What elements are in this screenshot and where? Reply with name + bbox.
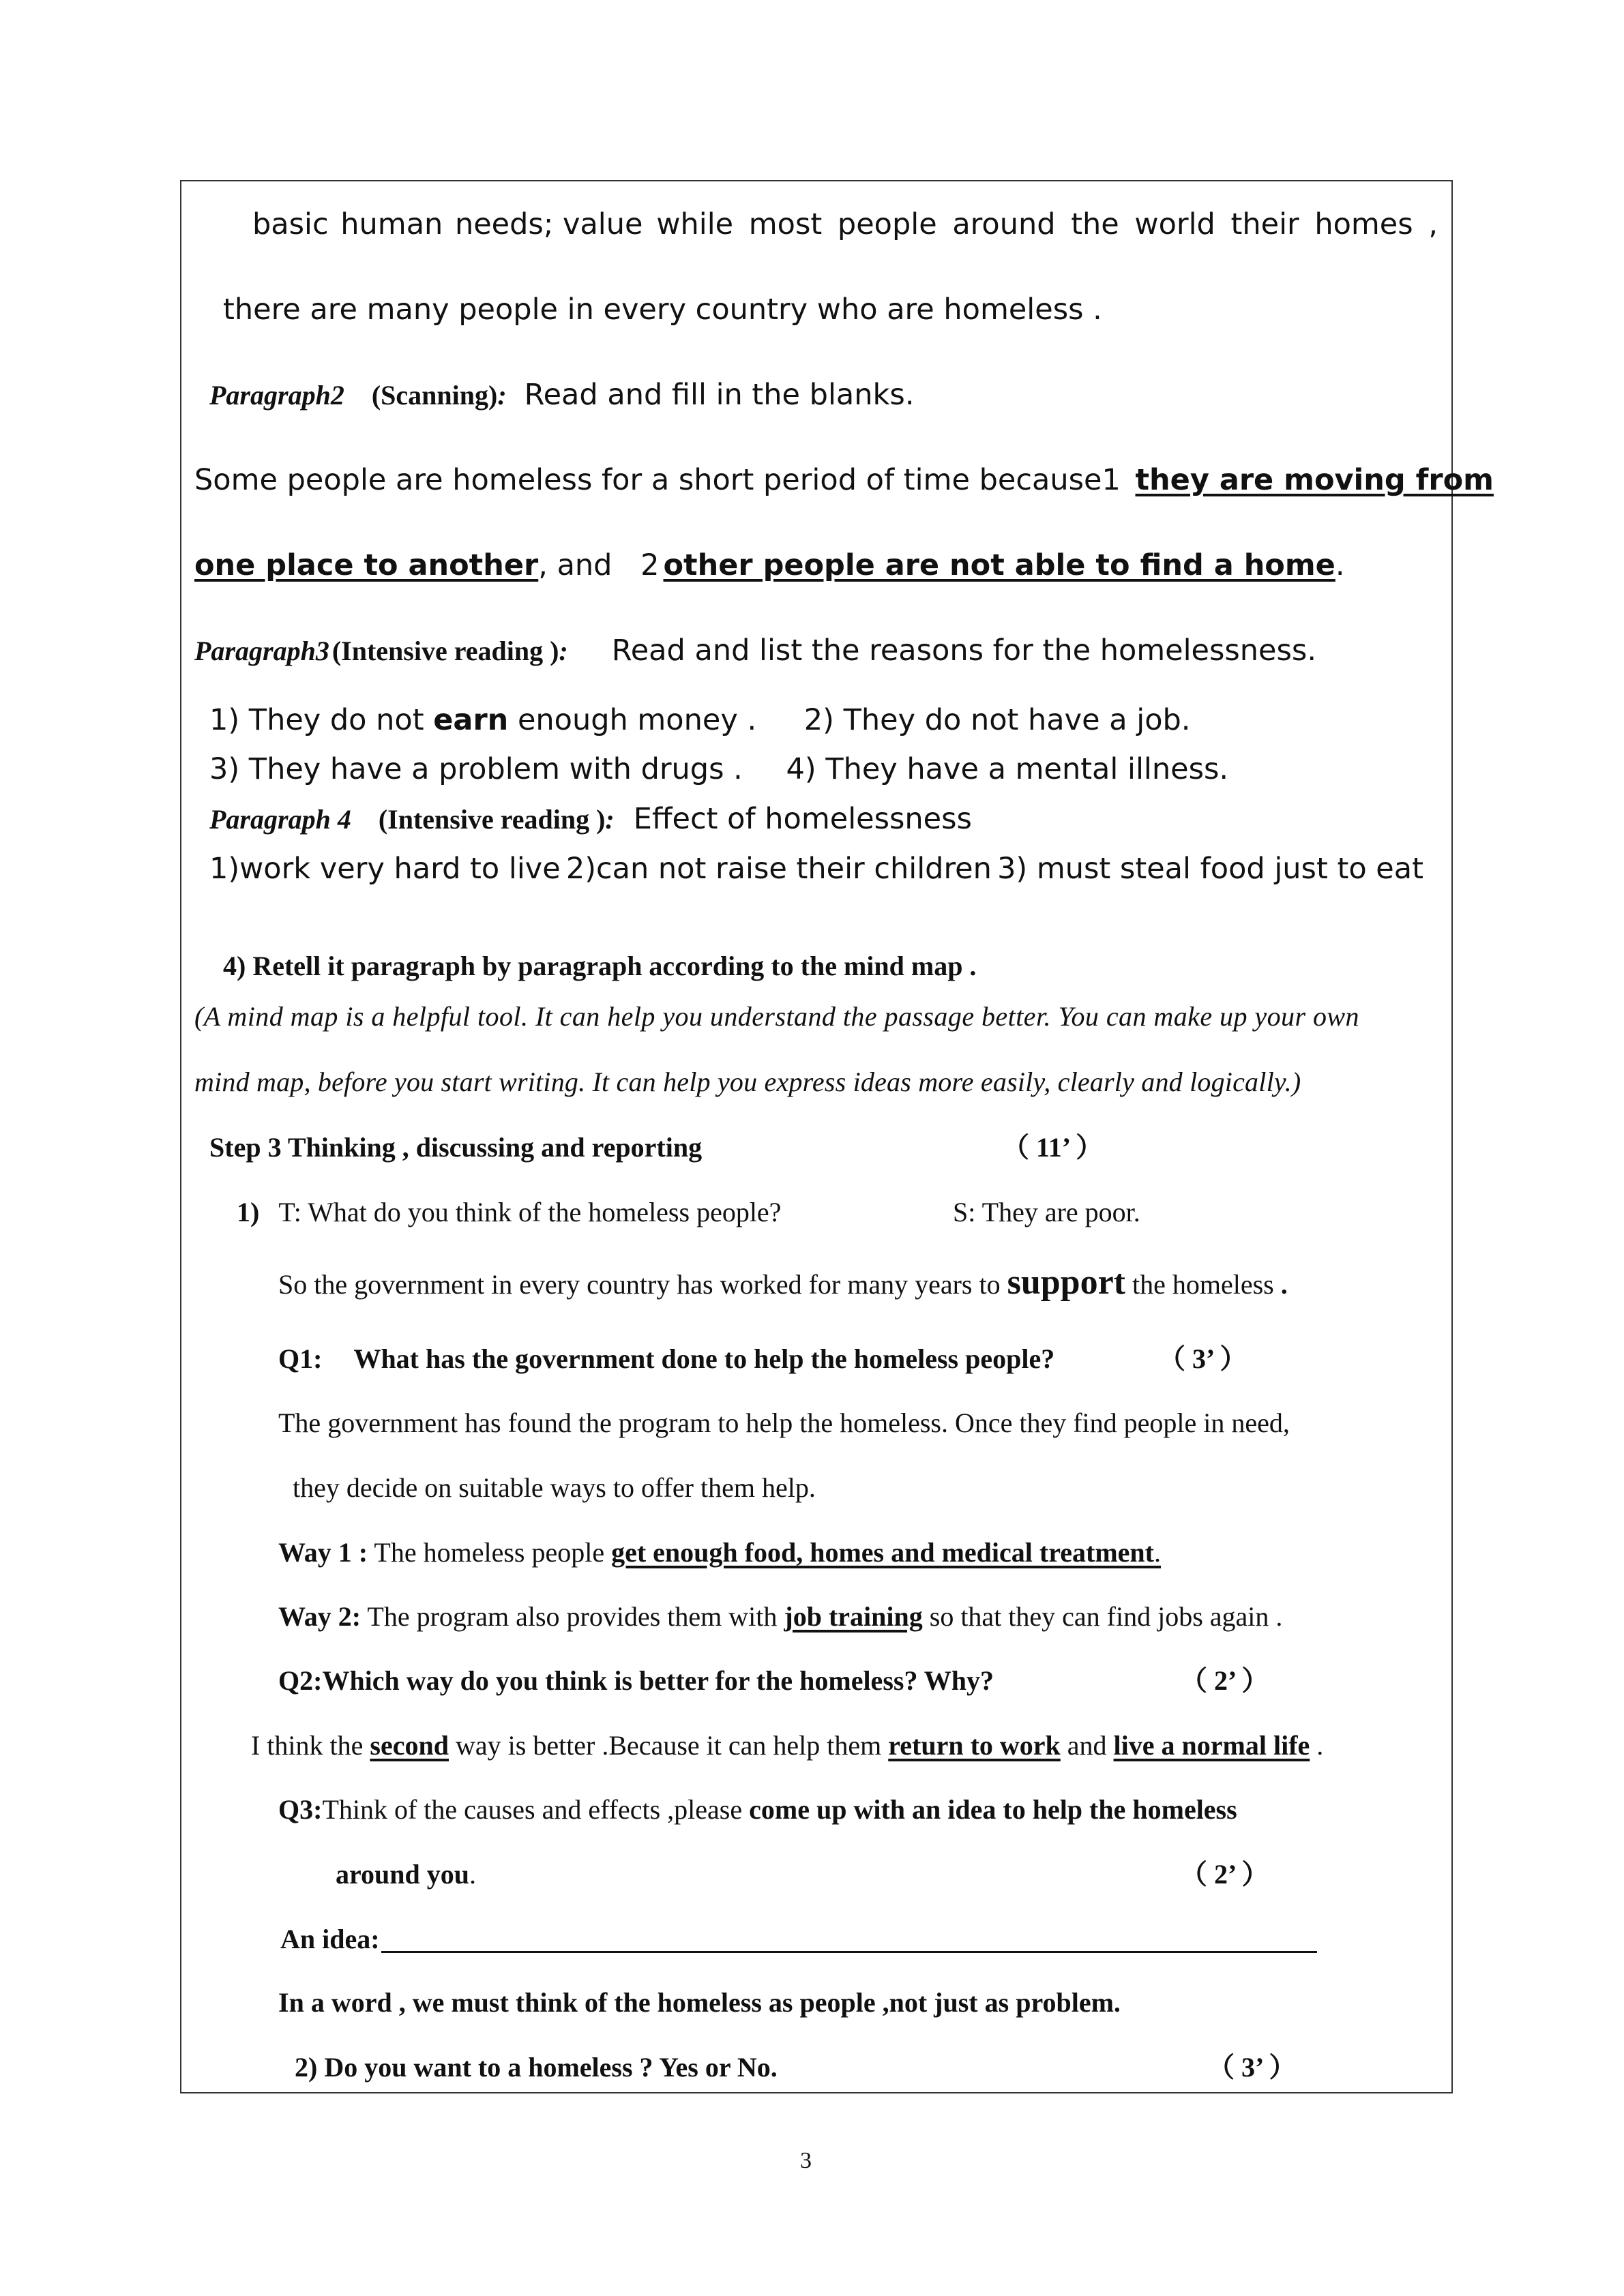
q2-label: Q2:: [278, 1665, 323, 1696]
paragraph3-task: Read and list the reasons for the homelessness.: [611, 633, 1316, 668]
reason-4: 4) They have a mental illness.: [786, 752, 1229, 786]
q3-period: .: [469, 1859, 477, 1890]
answer-2-period: .: [1335, 548, 1345, 582]
mindmap-note-line-1: (A mind map is a helpful tool. It can help you understand the passage better. You can make up your own: [194, 1001, 1359, 1032]
intro-line-1: [252, 207, 1438, 241]
way-2-label: Way 2:: [278, 1601, 361, 1632]
effect-2: 2)can not raise their children: [565, 852, 992, 886]
q2-answer-and: and: [1067, 1730, 1107, 1761]
q1-answer-line-1: The government has found the program to help the homeless. Once they find people in need,: [278, 1407, 1290, 1438]
support-sentence-end: the homeless: [1132, 1269, 1274, 1300]
idea-answer-blank[interactable]: [381, 1925, 1317, 1953]
way-2-answer: job training: [784, 1601, 923, 1632]
q2-score: （ 2’ ）: [1180, 1665, 1269, 1696]
way-1-start: The homeless people: [374, 1537, 605, 1568]
paragraph4-colon: :: [605, 804, 615, 835]
q3-start: Think of the causes and effects ,please: [322, 1794, 743, 1825]
mindmap-note-line-2: mind map, before you start writing. It can help you express ideas more easily, clearly and logically.): [194, 1067, 1301, 1097]
connector-and: , and: [538, 548, 612, 582]
way-1-label: Way 1 :: [278, 1537, 368, 1568]
q1-text: What has the government done to help the homeless people?: [353, 1343, 1055, 1374]
idea-line: [280, 1925, 1317, 1953]
q2-line: [278, 1665, 1269, 1696]
intro-line-2: there are many people in every country who are homeless .: [223, 293, 1102, 327]
intro-phrase-3: while most people around the world their homes ,: [656, 207, 1438, 241]
answer-1-part-2: one place to another: [194, 548, 539, 582]
reasons-line-1: [209, 703, 1191, 737]
effects-line: [209, 854, 1423, 884]
paragraph4-mode: (Intensive reading ): [378, 804, 606, 835]
final-question-score: （ 3’ ）: [1207, 2052, 1297, 2083]
reason-1-earn: earn: [433, 703, 509, 737]
q2-answer-normal-life: live a normal life: [1113, 1730, 1310, 1761]
q2-answer-middle: way is better .Because it can help them: [456, 1730, 882, 1761]
in-a-word: In a word , we must think of the homeless as people ,not just as problem.: [278, 1987, 1121, 2018]
q1-answer-line-2: they decide on suitable ways to offer them help.: [293, 1472, 816, 1503]
way-1-answer: get enough food, homes and medical treatment: [611, 1537, 1154, 1568]
way-2-end: so that they can find jobs again .: [929, 1601, 1283, 1632]
q2-text: Which way do you think is better for the homeless? Why?: [322, 1665, 994, 1696]
final-question-text: 2) Do you want to a homeless ? Yes or No.: [295, 2052, 778, 2083]
way-1-line: [278, 1539, 1161, 1566]
effect-3: 3) must steal food just to eat: [997, 852, 1423, 886]
support-sentence-start: So the government in every country has worked for many years to: [278, 1269, 1001, 1300]
reason-1-end: enough money .: [517, 703, 757, 737]
page-number: 3: [800, 2148, 812, 2173]
q2-answer-second: second: [370, 1730, 449, 1761]
q3-label: Q3:: [278, 1794, 323, 1825]
paragraph4-heading: [209, 802, 972, 836]
q1-line: [278, 1343, 1247, 1374]
question-intro-number: 1): [237, 1197, 260, 1227]
q2-answer-start: I think the: [251, 1730, 364, 1761]
paragraph3-label: Paragraph3: [194, 636, 329, 666]
paragraph3-mode: (Intensive reading ): [331, 636, 559, 666]
blank-number-2: 2: [640, 548, 660, 582]
effect-1: 1)work very hard to live: [209, 852, 561, 886]
paragraph3-heading: [194, 633, 1316, 668]
answer-2: other people are not able to find a home: [663, 548, 1335, 582]
paragraph2-task: Read and fill in the blanks.: [524, 378, 915, 412]
paragraph4-label: Paragraph 4: [209, 804, 351, 835]
blank-number-1: 1: [1102, 463, 1121, 497]
q2-answer-return-to-work: return to work: [888, 1730, 1061, 1761]
way-1-period: .: [1153, 1537, 1161, 1568]
final-question: [295, 2052, 1297, 2083]
reason-3: 3) They have a problem with drugs .: [209, 752, 743, 786]
step3-title: Step 3 Thinking , discussing and reporting: [209, 1132, 703, 1163]
way-2-line: [278, 1603, 1282, 1630]
q3-bold: come up with an idea to help the homeless: [749, 1794, 1237, 1825]
idea-label: An idea:: [280, 1924, 380, 1954]
paragraph2-label: Paragraph2: [209, 380, 344, 411]
paragraph2-colon: :: [497, 380, 507, 411]
q3-line-1: [278, 1796, 1237, 1823]
reason-2: 2) They do not have a job.: [803, 703, 1191, 737]
paragraph2-text-line-1: [194, 463, 1494, 497]
support-word: support: [1007, 1263, 1125, 1302]
paragraph4-task: Effect of homelessness: [633, 802, 972, 836]
intro-phrase-1: basic human needs: [252, 207, 544, 241]
teacher-question: T: What do you think of the homeless people?: [278, 1197, 782, 1227]
q1-label: Q1:: [278, 1343, 323, 1374]
q2-answer-period: .: [1316, 1730, 1324, 1761]
paragraph2-mode: (Scanning): [371, 380, 498, 411]
q3-line-2: [336, 1859, 1269, 1890]
step3-score: （ 11’ ）: [1002, 1132, 1104, 1163]
q3-around-you: around you: [336, 1859, 470, 1890]
paragraph2-heading: [209, 378, 915, 412]
support-sentence: [278, 1265, 1288, 1300]
intro-phrase-2: ; value: [543, 207, 643, 241]
q1-score: （ 3’ ）: [1158, 1343, 1247, 1374]
retell-instruction: 4) Retell it paragraph by paragraph according to the mind map .: [223, 951, 977, 981]
reason-1-start: 1) They do not: [209, 703, 424, 737]
q3-score: （ 2’ ）: [1180, 1859, 1269, 1890]
support-period: .: [1280, 1269, 1288, 1300]
q2-answer: [251, 1732, 1323, 1759]
question-intro: [237, 1197, 1140, 1227]
reasons-line-2: [209, 752, 1229, 786]
way-2-start: The program also provides them with: [367, 1601, 778, 1632]
paragraph2-sentence-start: Some people are homeless for a short period of time because: [194, 463, 1102, 497]
step3-heading: [209, 1134, 1123, 1161]
student-answer: S: They are poor.: [953, 1197, 1140, 1227]
answer-1-part-1: they are moving from: [1135, 463, 1494, 497]
paragraph2-text-line-2: [194, 548, 1345, 582]
paragraph3-colon: :: [559, 636, 568, 666]
